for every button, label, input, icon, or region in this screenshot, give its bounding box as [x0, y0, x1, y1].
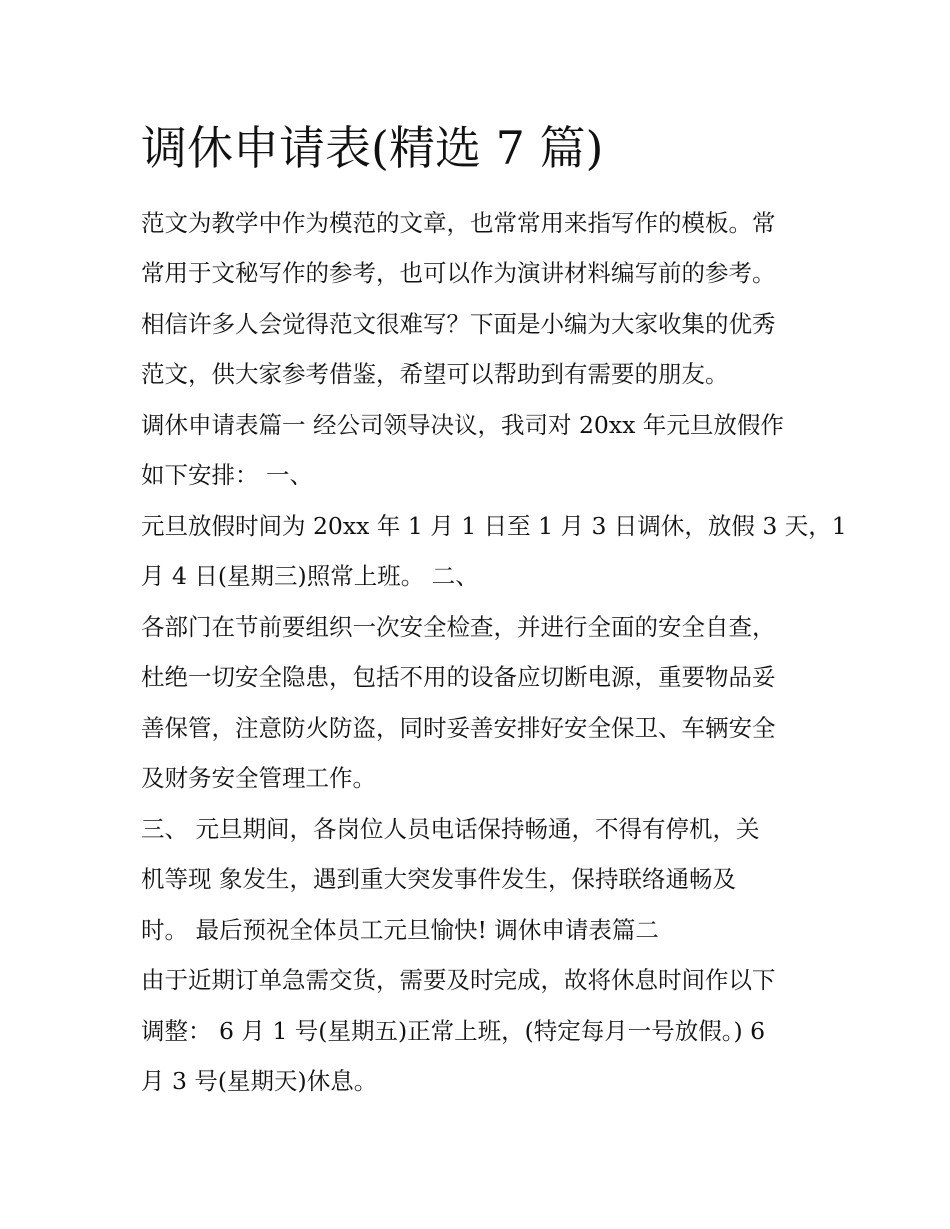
- body-line-14: 机等现 象发生，遇到重大突发事件发生，保持联络通畅及: [141, 865, 736, 893]
- body-line-17: 调整： 6 月 1 号(星期五)正常上班，(特定每月一号放假。) 6: [141, 1017, 766, 1045]
- body-line-2: 常用于文秘写作的参考，也可以作为演讲材料编写前的参考。: [141, 259, 776, 287]
- body-line-12: 及财务安全管理工作。: [141, 764, 376, 792]
- body-line-15: 时。 最后预祝全体员工元旦愉快! 调休申请表篇二: [141, 916, 659, 944]
- body-line-11: 善保管，注意防火防盗，同时妥善安排好安全保卫、车辆安全: [141, 714, 776, 742]
- body-line-4: 范文，供大家参考借鉴，希望可以帮助到有需要的朋友。: [141, 360, 729, 388]
- body-line-5: 调休申请表篇一 经公司领导决议，我司对 20xx 年元旦放假作: [141, 411, 784, 439]
- body-line-18: 月 3 号(星期天)休息。: [141, 1067, 378, 1095]
- body-line-3: 相信许多人会觉得范文很难写？下面是小编为大家收集的优秀: [141, 310, 776, 338]
- body-line-1: 范文为教学中作为模范的文章，也常常用来指写作的模板。常: [141, 209, 776, 237]
- body-line-13: 三、 元旦期间，各岗位人员电话保持畅通，不得有停机，关: [141, 815, 760, 843]
- body-line-7: 元旦放假时间为 20xx 年 1 月 1 日至 1 月 3 日调休，放假 3 天，1: [141, 512, 847, 540]
- body-line-16: 由于近期订单急需交货，需要及时完成，故将休息时间作以下: [141, 966, 776, 994]
- document-title: 调休申请表(精选 7 篇): [141, 121, 604, 175]
- body-line-10: 杜绝一切安全隐患，包括不用的设备应切断电源，重要物品妥: [141, 663, 776, 691]
- body-line-6: 如下安排： 一、: [141, 461, 313, 489]
- body-line-8: 月 4 日(星期三)照常上班。 二、: [141, 562, 479, 590]
- body-line-9: 各部门在节前要组织一次安全检查，并进行全面的安全自查，: [141, 613, 776, 641]
